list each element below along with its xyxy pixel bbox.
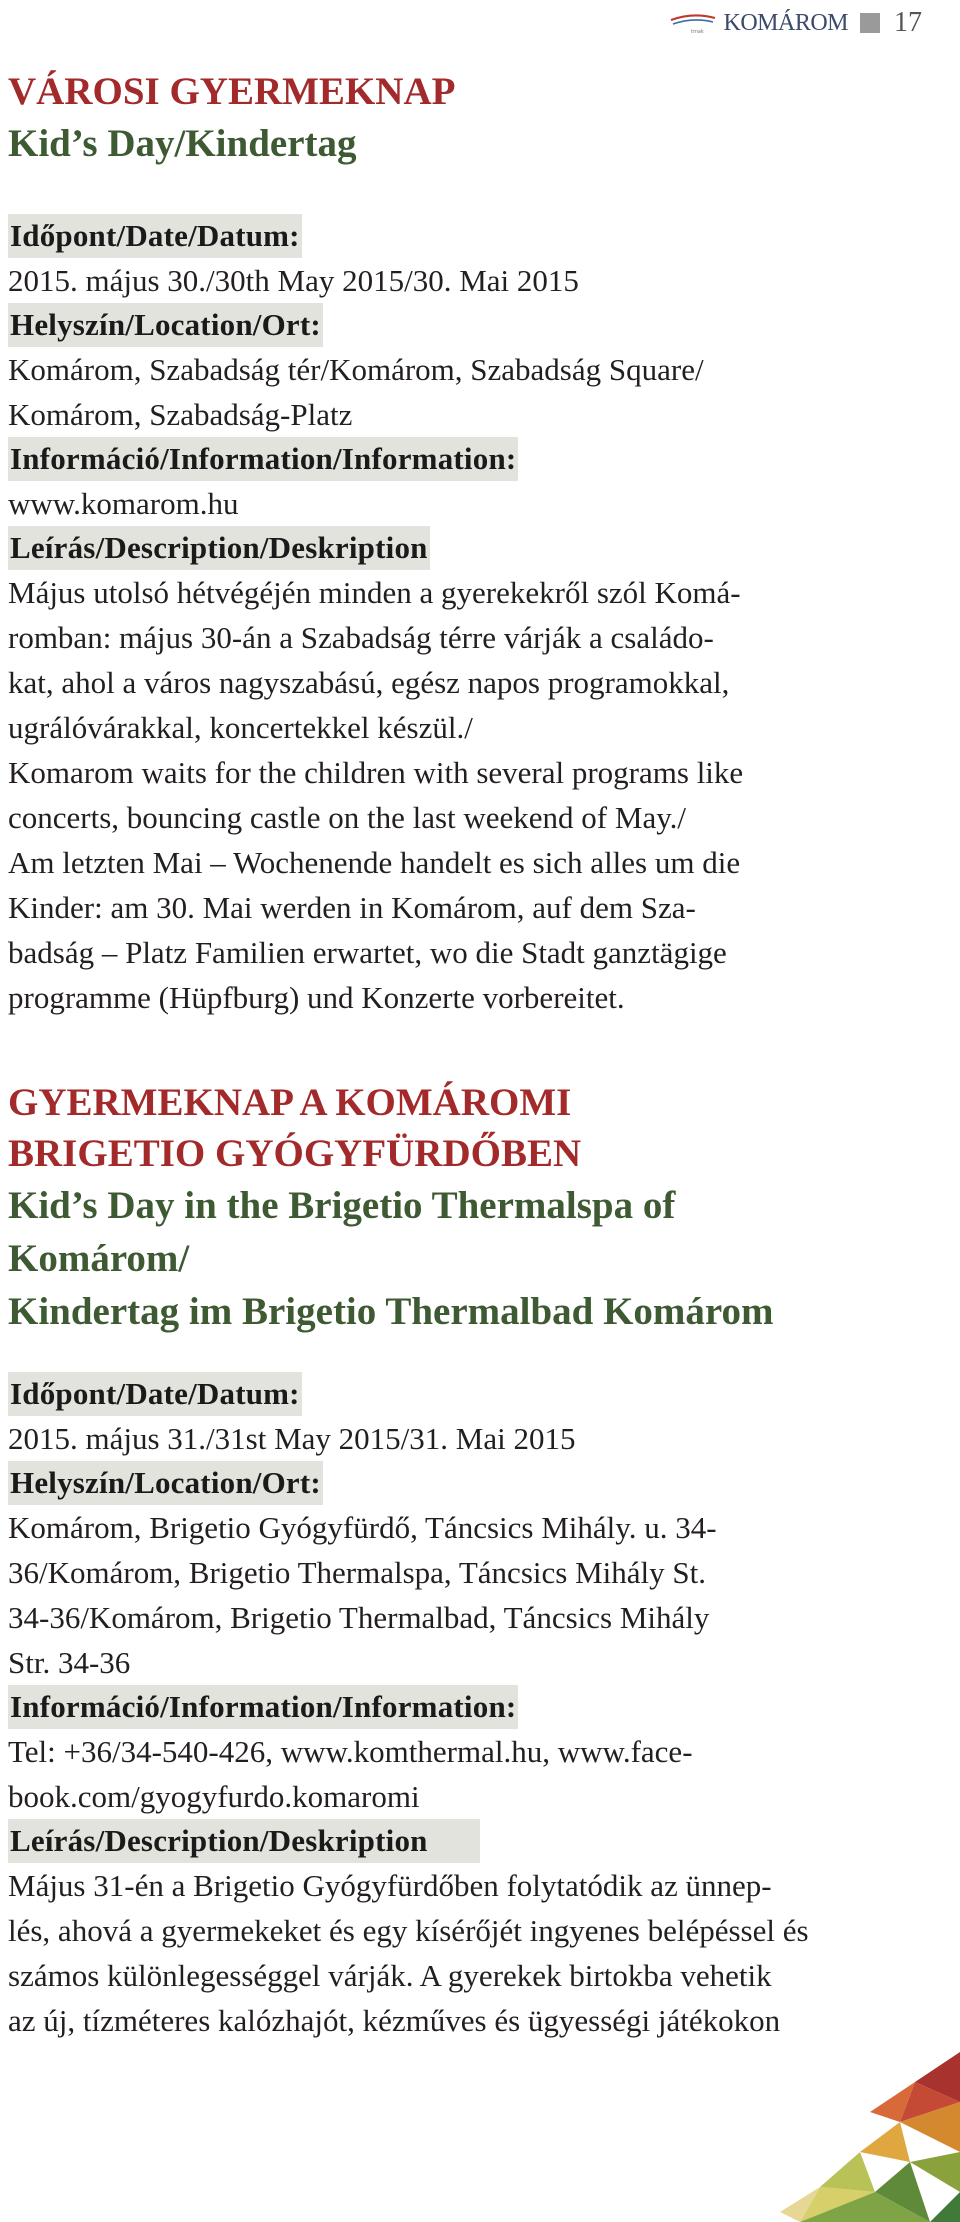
event2-info-line: book.com/gyogyfurdo.komaromi: [8, 1779, 420, 1814]
desc-line: concerts, bouncing castle on the last weekend of May./: [8, 800, 687, 835]
desc-line: számos különlegességgel várják. A gyerekek birtokba vehetik: [8, 1958, 772, 1993]
event2-location-line: 34-36/Komárom, Brigetio Thermalbad, Táncsics Mihály: [8, 1600, 710, 1635]
event2-location-label: Helyszín/Location/Ort:: [8, 1461, 323, 1505]
event1-title-en-de: Kid’s Day/Kindertag: [8, 122, 357, 165]
event1-location-line: Komárom, Szabadság-Platz: [8, 397, 353, 432]
event2-desc-label: Leírás/Description/Deskription: [8, 1819, 480, 1863]
event2-title-en-de-line: Komárom/: [8, 1237, 190, 1280]
event-city-kids-day: [8, 66, 858, 1020]
decorative-mosaic-corner: [710, 2012, 960, 2222]
event2-info-label: Információ/Information/Information:: [8, 1685, 518, 1729]
event1-website: www.komarom.hu: [8, 486, 239, 521]
event1-info-label: Információ/Information/Information:: [8, 437, 518, 481]
desc-line: Komarom waits for the children with several programs like: [8, 755, 744, 790]
event1-date: 2015. május 30./30th May 2015/30. Mai 2015: [8, 263, 579, 298]
logo-text: tmak: [691, 29, 705, 35]
page-number: 17: [894, 7, 922, 38]
desc-line: Május utolsó hétvégéjén minden a gyerekekről szól Komá-: [8, 575, 741, 610]
event2-location-line: 36/Komárom, Brigetio Thermalspa, Táncsics Mihály St.: [8, 1555, 706, 1590]
event1-desc-label: Leírás/Description/Deskription: [8, 526, 430, 570]
komarom-logo-icon: [669, 11, 717, 35]
event1-description: [8, 570, 858, 1020]
event1-date-label: Időpont/Date/Datum:: [8, 214, 302, 258]
event2-location-line: Komárom, Brigetio Gyógyfürdő, Táncsics Mihály. u. 34-: [8, 1510, 717, 1545]
desc-line: romban: május 30-án a Szabadság térre várják a családo-: [8, 620, 714, 655]
brand-name: KOMÁROM: [723, 9, 848, 36]
event1-title-hu: VÁROSI GYERMEKNAP: [8, 70, 456, 113]
event2-title-en-de-line: Kid’s Day in the Brigetio Thermalspa of: [8, 1184, 676, 1227]
event2-title-en-de-line: Kindertag im Brigetio Thermalbad Komárom: [8, 1290, 774, 1333]
event2-date-label: Időpont/Date/Datum:: [8, 1372, 302, 1416]
event2-title-hu-line: BRIGETIO GYÓGYFÜRDŐBEN: [8, 1132, 582, 1175]
event-spa-kids-day: [8, 1077, 858, 2043]
desc-line: kat, ahol a város nagyszabású, egész napos programokkal,: [8, 665, 730, 700]
desc-line: Am letzten Mai – Wochenende handelt es sich alles um die: [8, 845, 741, 880]
event2-location-line: Str. 34-36: [8, 1645, 131, 1680]
event2-title-hu-line: GYERMEKNAP A KOMÁROMI: [8, 1081, 572, 1124]
desc-line: Kinder: am 30. Mai werden in Komárom, auf dem Sza-: [8, 890, 696, 925]
desc-line: ugrálóvárakkal, koncertekkel készül./: [8, 710, 473, 745]
event1-location-line: Komárom, Szabadság tér/Komárom, Szabadság Square/: [8, 352, 704, 387]
event2-info-line: Tel: +36/34-540-426, www.komthermal.hu, www.face-: [8, 1734, 693, 1769]
desc-line: programme (Hüpfburg) und Konzerte vorbereitet.: [8, 980, 625, 1015]
page-header: [669, 6, 922, 40]
desc-line: az új, tízméteres kalózhajót, kézműves és ügyességi játékokon: [8, 2003, 781, 2038]
desc-line: lés, ahová a gyermekeket és egy kísérőjét ingyenes belépéssel és: [8, 1913, 809, 1948]
page-content: [8, 66, 858, 2043]
event1-location-label: Helyszín/Location/Ort:: [8, 303, 323, 347]
header-separator: [860, 13, 880, 33]
desc-line: badság – Platz Familien erwartet, wo die Stadt ganztägige: [8, 935, 727, 970]
desc-line: Május 31-én a Brigetio Gyógyfürdőben folytatódik az ünnep-: [8, 1868, 772, 1903]
event2-date: 2015. május 31./31st May 2015/31. Mai 2015: [8, 1421, 576, 1456]
